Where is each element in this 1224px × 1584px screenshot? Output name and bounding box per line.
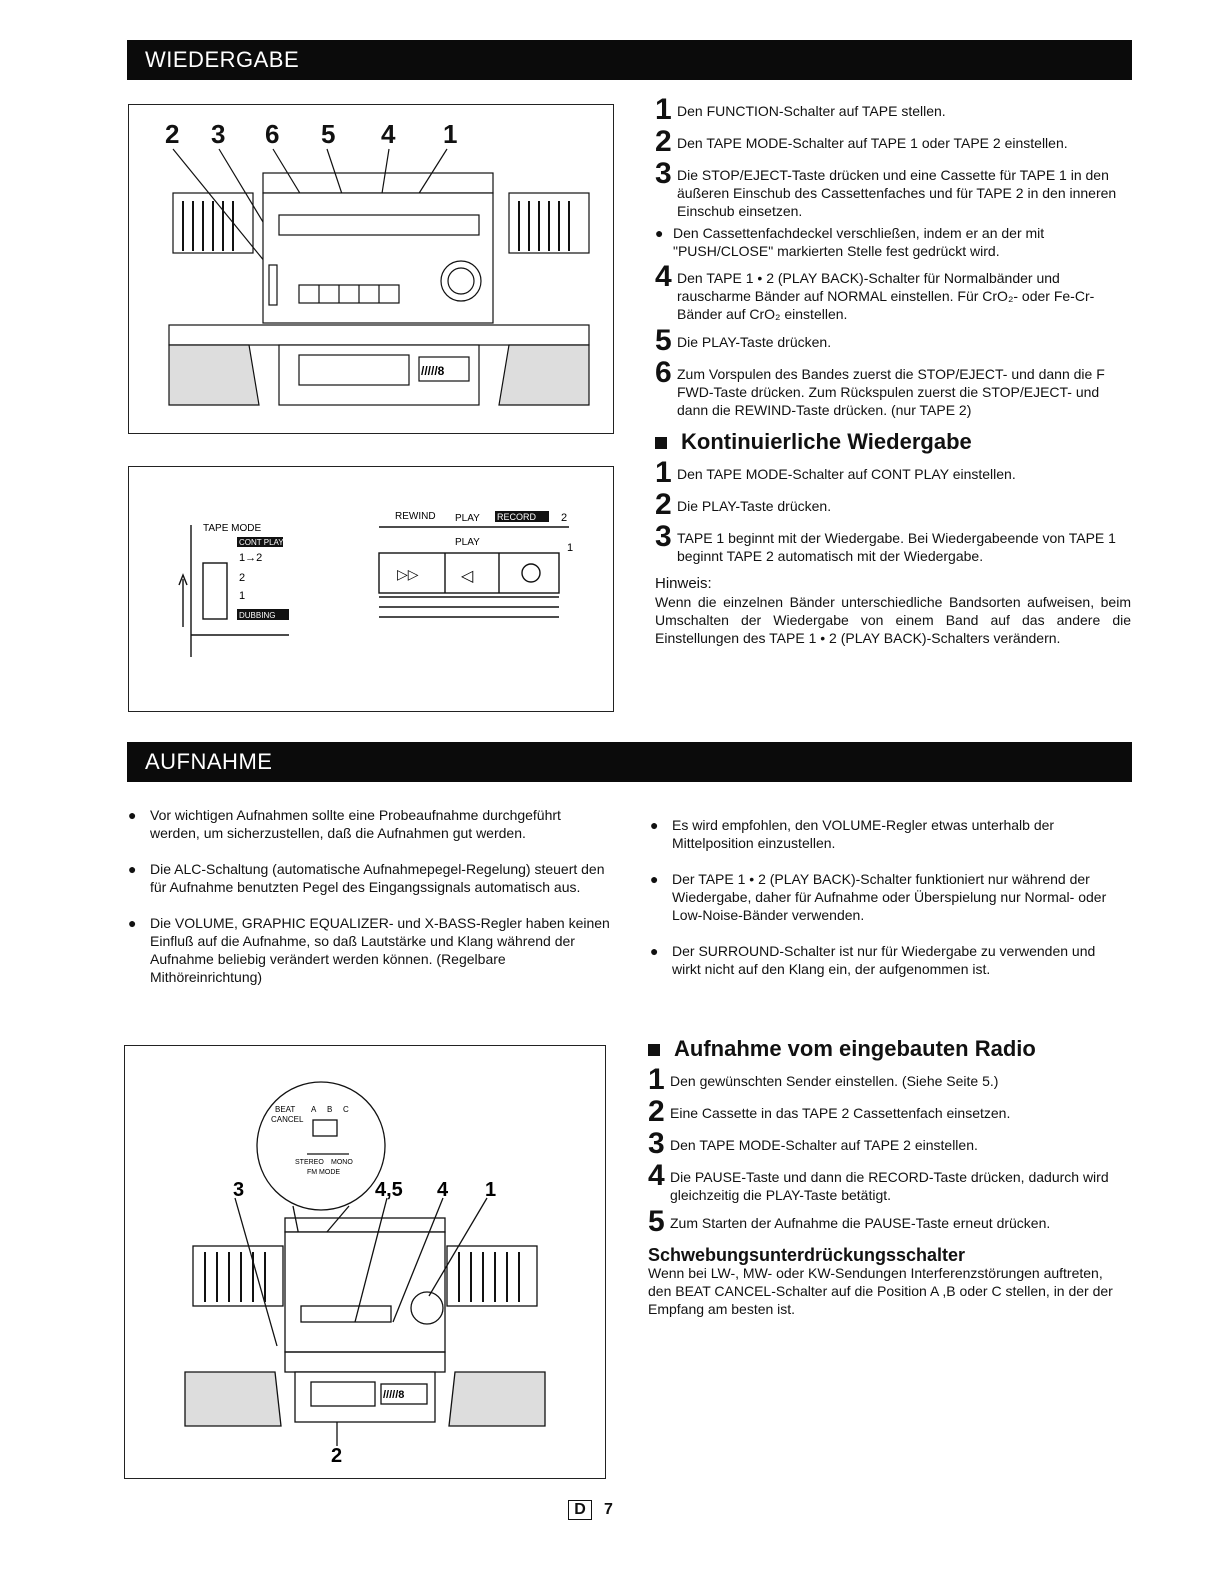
bullet-icon: ● bbox=[128, 915, 137, 931]
step-number: 1 bbox=[648, 1063, 665, 1096]
beat-label: BEAT bbox=[275, 1105, 296, 1114]
bullet-item bbox=[655, 224, 1131, 260]
recording-notes-right bbox=[650, 816, 1126, 996]
bullet-item bbox=[650, 816, 1126, 852]
option-c-label: C bbox=[343, 1105, 349, 1114]
radio-recording-instructions bbox=[648, 1036, 1124, 1318]
step bbox=[655, 488, 1131, 521]
language-box: D bbox=[568, 1500, 592, 1520]
step bbox=[648, 1063, 1124, 1096]
sequence-label: 1→2 bbox=[239, 552, 263, 564]
radio-recording-illustration bbox=[125, 1046, 605, 1478]
option-b-label: B bbox=[327, 1105, 333, 1114]
heading-text: Aufnahme vom eingebauten Radio bbox=[674, 1036, 1036, 1061]
bullet-icon: ● bbox=[128, 807, 137, 823]
section-title-wiedergabe: WIEDERGABE bbox=[145, 47, 300, 72]
cassette-deck-illustration bbox=[129, 105, 613, 433]
page-number bbox=[568, 1500, 613, 1520]
bullet-icon: ● bbox=[650, 943, 659, 959]
step-text: Eine Cassette in das TAPE 2 Cassettenfach einsetzen. bbox=[670, 1105, 1011, 1121]
bullet-icon: ● bbox=[655, 225, 664, 241]
play-label-lower: PLAY bbox=[455, 537, 480, 548]
bullet-item bbox=[128, 914, 612, 986]
stereo-label: STEREO bbox=[295, 1159, 324, 1166]
step-number: 1 bbox=[655, 93, 672, 126]
step bbox=[655, 125, 1131, 158]
heading-continuous-play bbox=[655, 429, 1131, 454]
section-bar-aufnahme bbox=[127, 742, 1132, 782]
step bbox=[655, 456, 1131, 489]
bullet-text: Der TAPE 1 • 2 (PLAY BACK)-Schalter funktioniert nur während der Wiedergabe, daher für Aufnahme oder Überspielung nur Normal- oder Low-Noise-Bänder verwenden. bbox=[672, 871, 1107, 923]
step-number: 4 bbox=[648, 1159, 665, 1192]
callout-label: 4 bbox=[381, 119, 396, 149]
step-number: 3 bbox=[655, 520, 672, 553]
step-number: 6 bbox=[655, 356, 672, 389]
page-num: 7 bbox=[604, 1501, 613, 1518]
play-icon: ◁ bbox=[461, 568, 474, 585]
step-number: 2 bbox=[655, 125, 672, 158]
step-number: 3 bbox=[648, 1127, 665, 1160]
section-title-aufnahme: AUFNAHME bbox=[145, 749, 273, 774]
step bbox=[648, 1095, 1124, 1128]
play-label: PLAY bbox=[455, 513, 480, 524]
step bbox=[648, 1159, 1124, 1204]
dubbing-label: DUBBING bbox=[239, 611, 276, 620]
step-number: 2 bbox=[648, 1095, 665, 1128]
bullet-text: Es wird empfohlen, den VOLUME-Regler etwas unterhalb der Mittelposition einzustellen. bbox=[672, 817, 1055, 851]
bullet-text: Der SURROUND-Schalter ist nur für Wiedergabe zu verwenden und wirkt nicht auf den Klang ein, der aufgenommen ist. bbox=[672, 943, 1096, 977]
step-text: Die PAUSE-Taste und dann die RECORD-Taste drücken, dadurch wird gleichzeitig die PLAY-Taste betätigt. bbox=[670, 1169, 1109, 1203]
step-text: Den TAPE MODE-Schalter auf TAPE 2 einstellen. bbox=[670, 1137, 978, 1153]
step bbox=[648, 1127, 1124, 1160]
bullet-item bbox=[128, 860, 612, 896]
step bbox=[655, 260, 1131, 323]
beat-cancel-text: Wenn bei LW-, MW- oder KW-Sendungen Interferenzstörungen auftreten, den BEAT CANCEL-Schalter auf die Position A ,B oder C stellen, in der der Empfang am besten ist. bbox=[648, 1265, 1113, 1317]
step-text: Den TAPE 1 • 2 (PLAY BACK)-Schalter für Normalbänder und rauscharme Bänder auf NORMAL einstellen. Für CrO₂- oder Fe-Cr-Bänder auf CrO₂ einstellen. bbox=[677, 270, 1095, 322]
record-label: RECORD bbox=[497, 512, 537, 522]
step-number: 5 bbox=[655, 324, 672, 357]
figure-cassette-deck bbox=[128, 104, 614, 434]
note-text: Wenn die einzelnen Bänder unterschiedliche Bandsorten aufweisen, beim Umschalten der Wiedergabe von einem Band auf das andere die Einstellungen des TAPE 1 • 2 (PLAY BACK)-Schalters verändern. bbox=[655, 594, 1131, 646]
step-text: TAPE 1 beginnt mit der Wiedergabe. Bei Wiedergabeende von TAPE 1 beginnt TAPE 2 automatisch mit der Wiedergabe. bbox=[677, 530, 1116, 564]
rewind-label: REWIND bbox=[395, 511, 436, 522]
section-bar-wiedergabe bbox=[127, 40, 1132, 80]
callout-label: 2 bbox=[165, 119, 180, 149]
option-a-label: A bbox=[311, 1105, 317, 1114]
step bbox=[655, 356, 1131, 419]
heading-radio-recording bbox=[648, 1036, 1124, 1061]
bullet-icon: ● bbox=[128, 861, 137, 877]
step-number: 5 bbox=[648, 1205, 665, 1238]
recording-notes-left bbox=[128, 806, 612, 1004]
bullet-text: Den Cassettenfachdeckel verschließen, indem er an der mit "PUSH/CLOSE" markierten Stelle fest gedrückt wird. bbox=[673, 225, 1045, 259]
callout-label: 5 bbox=[321, 119, 336, 149]
callout-label: 1 bbox=[443, 119, 458, 149]
bullet-item bbox=[128, 806, 612, 842]
subheading-beat-cancel: Schwebungsunterdrückungsschalter bbox=[648, 1245, 966, 1265]
figure-tape-mode bbox=[128, 466, 614, 712]
step bbox=[655, 324, 1131, 357]
bullet-text: Die VOLUME, GRAPHIC EQUALIZER- und X-BASS-Regler haben keinen Einfluß auf die Aufnahme, so daß Lautstärke und Klang während der Aufnahme beliebig verändert werden können. (Regelbare Mithöreinrichtung) bbox=[150, 915, 610, 985]
tape-mode-label: TAPE MODE bbox=[203, 523, 262, 534]
step-text: Zum Starten der Aufnahme die PAUSE-Taste erneut drücken. bbox=[670, 1215, 1051, 1231]
step bbox=[655, 157, 1131, 220]
tape-mode-illustration bbox=[129, 467, 613, 711]
bullet-icon: ● bbox=[650, 871, 659, 887]
heading-text: Kontinuierliche Wiedergabe bbox=[681, 429, 972, 454]
cancel-label: CANCEL bbox=[271, 1115, 304, 1124]
tape1-label: 1 bbox=[239, 590, 246, 602]
step-text: Die PLAY-Taste drücken. bbox=[677, 334, 832, 350]
bullet-item bbox=[650, 942, 1126, 978]
step-text: Den TAPE MODE-Schalter auf CONT PLAY einstellen. bbox=[677, 466, 1016, 482]
display-label: /////8 bbox=[383, 1389, 405, 1401]
step-text: Zum Vorspulen des Bandes zuerst die STOP/EJECT- und dann die F FWD-Taste drücken. Zum Rückspulen zuerst die STOP/EJECT- und dann die REWIND-Taste drücken. (nur TAPE 2) bbox=[677, 366, 1105, 418]
fm-mode-label: FM MODE bbox=[307, 1169, 341, 1176]
step-text: Die STOP/EJECT-Taste drücken und eine Cassette für TAPE 1 in den äußeren Einschub des Cassettenfaches und für TAPE 2 in den inneren Einschub einsetzen. bbox=[677, 167, 1117, 219]
step-number: 2 bbox=[655, 488, 672, 521]
callout-label: 4 bbox=[437, 1179, 449, 1201]
note-label: Hinweis: bbox=[655, 575, 712, 592]
cont-play-label: CONT PLAY bbox=[239, 538, 284, 547]
step-number: 4 bbox=[655, 260, 672, 293]
bullet-text: Die ALC-Schaltung (automatische Aufnahmepegel-Regelung) steuert den für Aufnahme benutzten Pegel des Eingangssignals automatisch aus. bbox=[150, 861, 605, 895]
callout-label: 6 bbox=[265, 119, 280, 149]
callout-label: 1 bbox=[485, 1179, 497, 1201]
callout-label: 3 bbox=[211, 119, 226, 149]
tape2-label: 2 bbox=[239, 572, 246, 584]
playback-instructions bbox=[655, 93, 1131, 647]
figure-radio-recording bbox=[124, 1045, 606, 1479]
tape2-box: 2 bbox=[561, 512, 568, 524]
tape1-box: 1 bbox=[567, 542, 574, 554]
square-bullet-icon bbox=[655, 437, 667, 449]
step-text: Den gewünschten Sender einstellen. (Siehe Seite 5.) bbox=[670, 1073, 999, 1089]
callout-label: 3 bbox=[233, 1179, 245, 1201]
bullet-text: Vor wichtigen Aufnahmen sollte eine Probeaufnahme durchgeführt werden, um sicherzustellen, daß die Aufnahmen gut werden. bbox=[150, 807, 561, 841]
callout-label: 2 bbox=[331, 1445, 343, 1467]
step bbox=[655, 93, 1131, 126]
callout-label: 4,5 bbox=[375, 1179, 403, 1201]
ffwd-icon: ▷▷ bbox=[397, 566, 419, 582]
square-bullet-icon bbox=[648, 1044, 660, 1056]
mono-label: MONO bbox=[331, 1159, 353, 1166]
step-number: 3 bbox=[655, 157, 672, 190]
step bbox=[655, 520, 1131, 565]
step-text: Die PLAY-Taste drücken. bbox=[677, 498, 832, 514]
bullet-item bbox=[650, 870, 1126, 924]
step-text: Den FUNCTION-Schalter auf TAPE stellen. bbox=[677, 103, 946, 119]
step-number: 1 bbox=[655, 456, 672, 489]
bullet-icon: ● bbox=[650, 817, 659, 833]
step bbox=[648, 1205, 1124, 1238]
display-label: /////8 bbox=[421, 364, 445, 378]
step-text: Den TAPE MODE-Schalter auf TAPE 1 oder TAPE 2 einstellen. bbox=[677, 135, 1068, 151]
